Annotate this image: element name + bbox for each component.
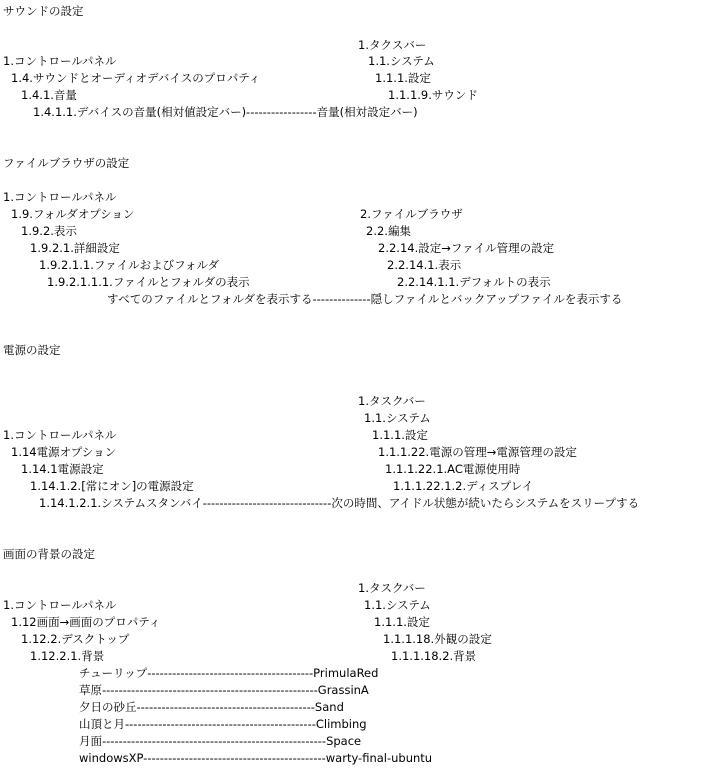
sound-left-item: 1.4.1.音量 xyxy=(21,88,77,102)
background-left-item: 1.12.2.1.背景 xyxy=(30,649,105,663)
sound-mapping: 1.4.1.1.デバイスの音量(相対値設定バー)-----------------音量(相対設定バー) xyxy=(33,105,418,119)
power-left-item: 1.14.1.2.[常にオン]の電源設定 xyxy=(30,479,194,493)
file-right-item: 2.2.14.1.1.デフォルトの表示 xyxy=(397,275,551,289)
file-left-item: 1.9.2.1.詳細設定 xyxy=(30,241,120,255)
power-left-item: 1.14電源オプション xyxy=(11,445,117,459)
sound-left-item: 1.コントロールパネル xyxy=(3,54,117,68)
power-left-item: 1.コントロールパネル xyxy=(3,428,117,442)
file-left-item: 1.9.フォルダオプション xyxy=(11,207,135,221)
background-right-item: 1.1.1.18.2.背景 xyxy=(391,649,477,663)
file-right-item: 2.2.14.設定→ファイル管理の設定 xyxy=(378,241,555,255)
background-mapping: 草原----------------------------------------------------GrassinA xyxy=(79,683,369,697)
file-mapping: すべてのファイルとフォルダを表示する--------------隠しファイルとバックアップファイルを表示する xyxy=(107,292,623,306)
background-left-item: 1.12.2.デスクトップ xyxy=(21,632,130,646)
power-right-item: 1.1.1.設定 xyxy=(372,428,428,442)
file-left-item: 1.9.2.1.1.1.ファイルとフォルダの表示 xyxy=(47,275,250,289)
background-right-item: 1.タスクバー xyxy=(358,581,426,595)
background-mapping: 夕日の砂丘-------------------------------------------Sand xyxy=(79,700,344,714)
power-mapping: 1.14.1.2.1.システムスタンバイ-------------------------------次の時間、アイドル状態が続いたらシステムをスリープする xyxy=(39,496,640,510)
power-right-item: 1.タスクバー xyxy=(358,394,426,408)
file-left-item: 1.9.2.表示 xyxy=(21,224,77,238)
background-right-item: 1.1.1.設定 xyxy=(374,615,430,629)
file-browser-heading: ファイルブラウザの設定 xyxy=(3,156,130,170)
background-mapping: 月面------------------------------------------------------Space xyxy=(79,734,362,748)
background-heading: 画面の背景の設定 xyxy=(3,547,95,561)
sound-heading: サウンドの設定 xyxy=(3,4,84,18)
background-mapping: 山頂と月----------------------------------------------Climbing xyxy=(79,717,367,731)
background-right-item: 1.1.1.18.外観の設定 xyxy=(383,632,492,646)
file-left-item: 1.コントロールパネル xyxy=(3,190,117,204)
file-left-item: 1.9.2.1.1.ファイルおよびフォルダ xyxy=(39,258,220,272)
power-right-item: 1.1.1.22.1.2.ディスプレイ xyxy=(393,479,534,493)
sound-right-item: 1.1.1.設定 xyxy=(375,71,431,85)
file-right-item: 2.2.編集 xyxy=(366,224,411,238)
background-mapping: チューリップ----------------------------------------PrimulaRed xyxy=(79,666,379,680)
background-left-item: 1.コントロールパネル xyxy=(3,598,117,612)
sound-right-item: 1.タクスバー xyxy=(358,38,427,52)
background-left-item: 1.12画面→画面のプロパティ xyxy=(11,615,161,629)
power-heading: 電源の設定 xyxy=(3,343,61,357)
file-right-item: 2.2.14.1.表示 xyxy=(387,258,462,272)
power-right-item: 1.1.1.22.1.AC電源使用時 xyxy=(385,462,521,476)
file-right-item: 2.ファイルブラウザ xyxy=(360,207,463,221)
power-left-item: 1.14.1電源設定 xyxy=(21,462,104,476)
power-right-item: 1.1.1.22.電源の管理→電源管理の設定 xyxy=(378,445,577,459)
sound-right-item: 1.1.1.9.サウンド xyxy=(388,88,478,102)
background-right-item: 1.1.システム xyxy=(364,598,431,612)
sound-right-item: 1.1.システム xyxy=(368,54,435,68)
power-right-item: 1.1.システム xyxy=(364,411,431,425)
background-mapping: windowsXP--------------------------------------------warty-final-ubuntu xyxy=(79,751,433,765)
sound-left-item: 1.4.サウンドとオーディオデバイスのプロパティ xyxy=(11,71,261,85)
